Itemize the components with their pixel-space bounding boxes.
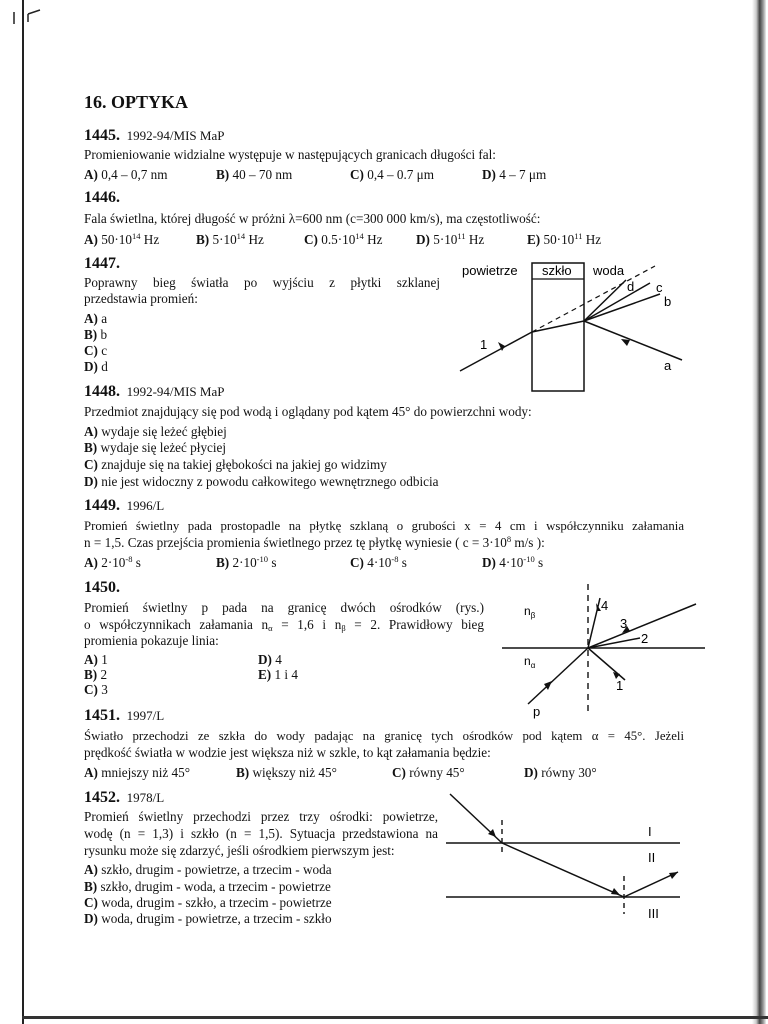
problem-1452-question-line3: rysunku może się zdarzyć, jeśli ośrodkiem pierwszym jest: xyxy=(84,843,395,858)
problem-number: 1449. xyxy=(84,497,120,514)
page-left-edge xyxy=(22,0,24,1024)
label-medium-II: II xyxy=(648,850,656,865)
problem-1445-question: Promieniowanie widzialne występuje w następujących granicach długości fal: xyxy=(84,147,496,162)
label-medium-III: III xyxy=(648,906,659,921)
ray-1 xyxy=(588,648,625,680)
answer-a: A) 1 xyxy=(84,652,108,667)
label-p: p xyxy=(533,704,541,719)
label-ray-c: c xyxy=(656,280,663,295)
answer-d: D) równy 30° xyxy=(524,765,597,780)
answer-b: B) 40 – 70 nm xyxy=(216,167,293,182)
label-air: powietrze xyxy=(462,263,518,278)
answer-a: A) szkło, drugim - powietrze, a trzecim - woda xyxy=(84,862,332,877)
problem-1449-question-line1: Promień świetlny pada prostopadle na płytkę szklaną o grubości x = 4 cm i współczynniku załamania xyxy=(84,519,684,533)
answer-d: D) $4\cdot 10^{-10}$ s xyxy=(482,554,544,570)
problem-1450-question-line3: promienia pokazuje linia: xyxy=(84,633,219,648)
answer-c: C) c xyxy=(84,343,108,358)
label-glass: szkło xyxy=(542,263,572,278)
problem-1449-question-line2: n = 1,5. Czas przejścia promienia świetlnego przez tę płytkę wyniesie ( $c = 3\cdot 10^8$ m/s ): xyxy=(84,534,545,550)
problem-number: 1448. xyxy=(84,383,120,400)
incident-ray-p xyxy=(528,648,588,704)
answer-b: B) b xyxy=(84,327,108,342)
problem-1452-question-line1: Promień świetlny przechodzi przez trzy ośrodki: powietrze, xyxy=(84,809,438,824)
label-1: 1 xyxy=(616,678,624,693)
figure-1447-glass-plate xyxy=(450,258,710,398)
problem-1448-question: Przedmiot znajdujący się pod wodą i oglądany pod kątem 45° do powierzchni wody: xyxy=(84,404,532,419)
answer-c: C) $0.5\cdot 10^{14}$ Hz xyxy=(304,231,383,247)
answer-c: C) $4\cdot 10^{-8}$ s xyxy=(350,554,407,570)
answer-d: D) woda, drugim - powietrze, a trzecim - szkło xyxy=(84,911,332,926)
label-n-beta: $n_\beta$ xyxy=(524,604,536,620)
ray-4 xyxy=(588,598,600,648)
answer-c: C) 3 xyxy=(84,682,108,697)
problem-1446-question: Fala świetlna, której długość w próżni λ=600 nm (c=300 000 km/s), ma częstotliwość: xyxy=(84,211,541,226)
label-2: 2 xyxy=(641,631,649,646)
answer-d: D) nie jest widoczny z powodu całkowitego wewnętrznego odbicia xyxy=(84,474,439,489)
problem-number: 1451. xyxy=(84,707,120,724)
answer-a: A) $2\cdot 10^{-8}$ s xyxy=(84,554,141,570)
problem-1451-header xyxy=(84,708,164,724)
answer-a: A) 0,4 – 0,7 nm xyxy=(84,167,168,182)
answer-b: B) 2 xyxy=(84,667,108,682)
ray-b xyxy=(584,294,660,321)
answer-c: C) równy 45° xyxy=(392,765,465,780)
answer-b: B) $2\cdot 10^{-10}$ s xyxy=(216,554,277,570)
answer-a: A) mniejszy niż 45° xyxy=(84,765,190,780)
problem-1448-header xyxy=(84,384,224,400)
label-ray-b: b xyxy=(664,294,672,309)
answer-c: C) znajduje się na takiej głębokości na jakiej go widzimy xyxy=(84,457,387,472)
incident-ray xyxy=(460,332,532,371)
problem-number: 1447. xyxy=(84,255,120,272)
problem-1450-question-line2: o współczynnikach załamania $n_\alpha = 1,6$ i $n_\beta = 2$. Prawidłowy bieg xyxy=(84,617,484,633)
problem-1449-header xyxy=(84,498,164,514)
ray-2 xyxy=(588,638,640,648)
figure-1452-three-media xyxy=(440,790,690,930)
problem-1452-header xyxy=(84,790,164,806)
label-4: 4 xyxy=(601,598,609,613)
problem-number: 1450. xyxy=(84,579,120,596)
answer-d: D) 4 xyxy=(258,652,282,667)
problem-1451-question-line2: prędkość światła w wodzie jest większa niż w szkle, to kąt załamania będzie: xyxy=(84,745,491,760)
label-n-alpha: $n_\alpha$ xyxy=(524,654,536,670)
page-right-edge xyxy=(752,0,766,1024)
problem-1447-question-line1: Poprawny bieg światła po wyjściu z płytki szklanej xyxy=(84,275,440,290)
problem-source: 1978/L xyxy=(126,790,165,805)
label-3: 3 xyxy=(620,616,628,631)
label-water: woda xyxy=(593,263,625,278)
label-ray-1: 1 xyxy=(480,337,488,352)
problem-number: 1452. xyxy=(84,789,120,806)
problem-1447-question-line2: przedstawia promień: xyxy=(84,291,198,306)
ray-segment-2 xyxy=(502,843,624,897)
chapter-heading xyxy=(84,94,188,110)
answer-b: B) szkło, drugim - woda, a trzecim - powietrze xyxy=(84,879,331,894)
label-medium-I: I xyxy=(648,824,652,839)
answer-e: E) 1 i 4 xyxy=(258,667,298,682)
answer-d: D) 4 – 7 μm xyxy=(482,167,547,182)
problem-source: 1996/L xyxy=(126,498,165,513)
answer-b: B) większy niż 45° xyxy=(236,765,337,780)
answer-a: A) wydaje się leżeć głębiej xyxy=(84,424,227,439)
answer-c: C) 0,4 – 0.7 μm xyxy=(350,167,434,182)
corner-mark xyxy=(8,8,48,28)
ray-a xyxy=(584,321,682,360)
page-bottom-edge xyxy=(22,1016,768,1019)
answer-b: B) $5\cdot 10^{14}$ Hz xyxy=(196,231,264,247)
ray-segment-3 xyxy=(624,872,678,897)
problem-1445-header xyxy=(84,128,224,144)
problem-number: 1446. xyxy=(84,189,120,206)
problem-1450-question-line1: Promień świetlny p pada na granicę dwóch ośrodków (rys.) xyxy=(84,600,484,615)
figure-1450-refraction xyxy=(500,582,710,717)
problem-1451-question-line1: Światło przechodzi ze szkła do wody padając na granicę tych ośrodków pod kątem α = 45°. Jeżeli xyxy=(84,729,684,743)
answer-e: E) $50\cdot 10^{11}$ Hz xyxy=(527,231,602,247)
answer-c: C) woda, drugim - szkło, a trzecim - powietrze xyxy=(84,895,332,910)
problem-source: 1997/L xyxy=(126,708,165,723)
problem-source: 1992-94/MIS MaP xyxy=(126,128,225,143)
answer-b: B) wydaje się leżeć płyciej xyxy=(84,440,227,455)
answer-a: A) $50\cdot 10^{14}$ Hz xyxy=(84,231,160,247)
chapter-title: OPTYKA xyxy=(111,92,189,112)
label-ray-d: d xyxy=(627,279,635,294)
label-ray-a: a xyxy=(664,358,672,373)
answer-d: D) d xyxy=(84,359,108,374)
chapter-number: 16. xyxy=(84,92,107,112)
problem-1452-question-line2: wodę (n = 1,3) i szkło (n = 1,5). Sytuacja przedstawiona na xyxy=(84,826,438,841)
problem-source: 1992-94/MIS MaP xyxy=(126,384,225,399)
answer-d: D) $5\cdot 10^{11}$ Hz xyxy=(416,231,485,247)
problem-number: 1445. xyxy=(84,127,120,144)
answer-a: A) a xyxy=(84,311,108,326)
